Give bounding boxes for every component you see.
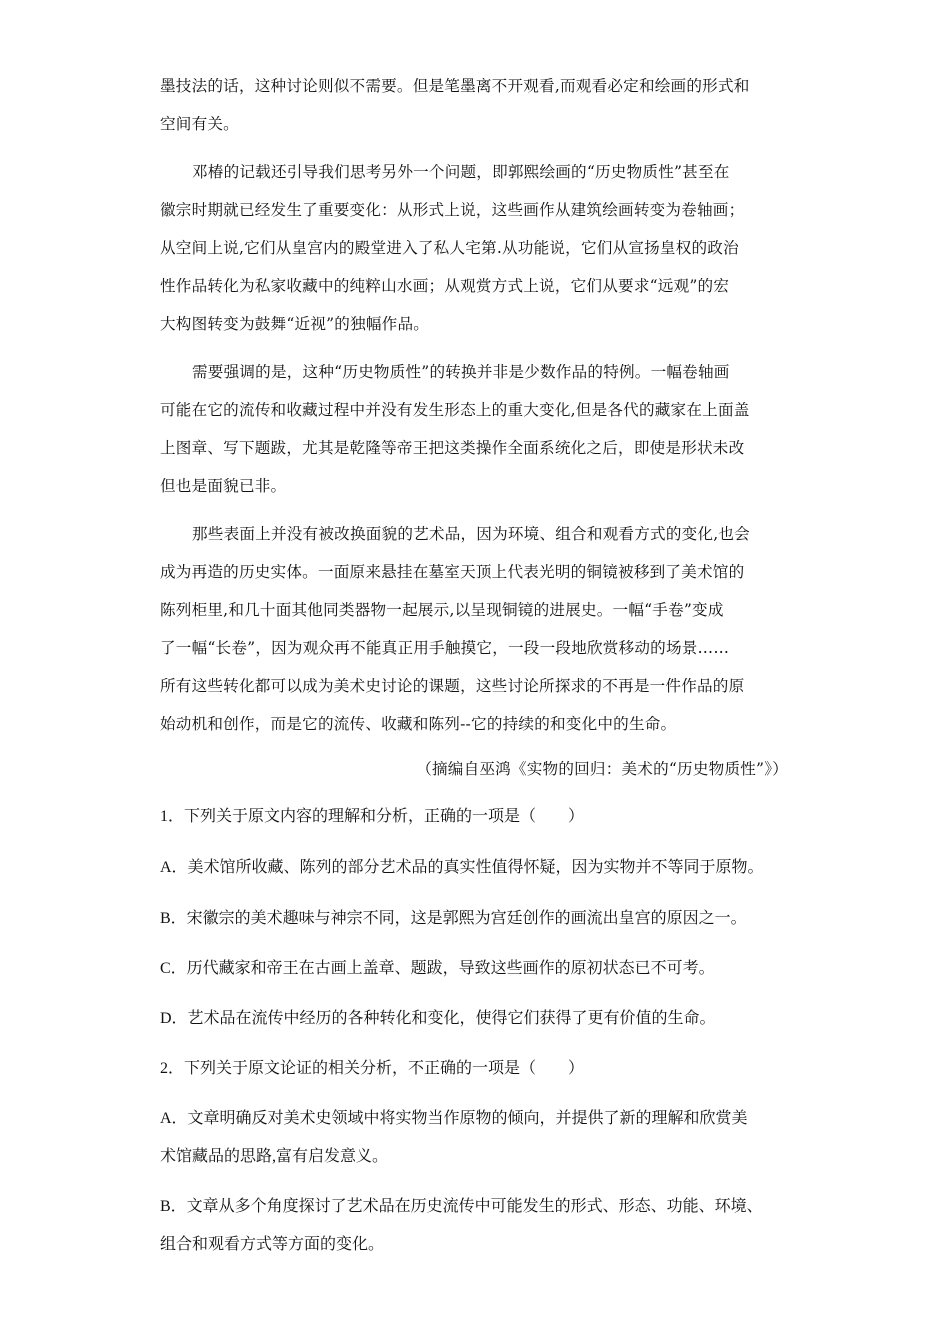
passage-source [160,750,788,788]
text-line: 陈列柜里,和几十面其他同类器物一起展示,以呈现铜镜的进展史。一幅“手卷”变成 [160,601,724,619]
source-citation: （摘编自巫鸿《实物的回归：美术的“历史物质性”》） [416,760,788,778]
question-1-stem: 1．下列关于原文内容的理解和分析，正确的一项是（ ） [160,808,585,825]
text-line: 那些表面上并没有被改换面貌的艺术品，因为环境、组合和观看方式的变化,也会 [192,525,750,543]
passage-paragraph-continuation [160,67,788,143]
question-2-option-b[interactable] [160,1188,788,1264]
text-line: 徽宗时期就已经发生了重要变化：从形式上说，这些画作从建筑绘画转变为卷轴画； [160,201,745,219]
option-text: 组合和观看方式等方面的变化。 [160,1236,385,1253]
question-2-stem: 2．下列关于原文论证的相关分析，不正确的一项是（ ） [160,1060,585,1077]
text-line: 上图章、写下题跋，尤其是乾隆等帝王把这类操作全面系统化之后，即使是形状未改 [160,439,745,457]
text-line: 始动机和创作，而是它的流传、收藏和陈列--它的持续的和变化中的生命。 [160,715,677,733]
passage-paragraph-2 [160,353,788,505]
question-1-option-a[interactable] [160,849,788,887]
option-text: A．文章明确反对美术史领域中将实物当作原物的倾向，并提供了新的理解和欣赏美 [160,1110,748,1127]
question-2-option-a[interactable] [160,1100,788,1176]
option-text: C．历代藏家和帝王在古画上盖章、题跋，导致这些画作的原初状态已不可考。 [160,960,715,977]
passage-paragraph-1 [160,153,788,343]
option-text: D．艺术品在流传中经历的各种转化和变化，使得它们获得了更有价值的生命。 [160,1010,716,1027]
text-line: 成为再造的历史实体。一面原来悬挂在墓室天顶上代表光明的铜镜被移到了美术馆的 [160,563,745,581]
text-line: 从空间上说,它们从皇宫内的殿堂进入了私人宅第.从功能说，它们从宣扬皇权的政治 [160,239,739,257]
text-line: 可能在它的流传和收藏过程中并没有发生形态上的重大变化,但是各代的藏家在上面盖 [160,401,750,419]
text-line: 空间有关。 [160,115,239,133]
text-line: 需要强调的是，这种“历史物质性”的转换并非是少数作品的特例。一幅卷轴画 [192,363,730,381]
question-1-option-b[interactable] [160,900,788,938]
passage-paragraph-3 [160,515,788,743]
question-1-option-d[interactable] [160,1000,788,1038]
option-text: B．宋徽宗的美术趣味与神宗不同，这是郭熙为宫廷创作的画流出皇宫的原因之一。 [160,910,747,927]
text-line: 所有这些转化都可以成为美术史讨论的课题，这些讨论所探求的不再是一件作品的原 [160,677,745,695]
text-line: 性作品转化为私家收藏中的纯粹山水画；从观赏方式上说，它们从要求“远观”的宏 [160,277,730,295]
text-line: 但也是面貌已非。 [160,477,287,495]
text-line: 大构图转变为鼓舞“近视”的独幅作品。 [160,315,430,333]
option-text: A．美术馆所收藏、陈列的部分艺术品的真实性值得怀疑，因为实物并不等同于原物。 [160,859,764,876]
option-text: B．文章从多个角度探讨了艺术品在历史流传中可能发生的形式、形态、功能、环境、 [160,1198,763,1215]
option-text: 术馆藏品的思路,富有启发意义。 [160,1148,389,1165]
question-1-option-c[interactable] [160,950,788,988]
text-line: 墨技法的话，这种讨论则似不需要。但是笔墨离不开观看,而观看必定和绘画的形式和 [160,77,750,95]
text-line: 了一幅“长卷”，因为观众再不能真正用手触摸它，一段一段地欣赏移动的场景…… [160,639,730,657]
text-line: 邓椿的记载还引导我们思考另外一个问题，即郭熙绘画的“历史物质性”甚至在 [192,163,730,181]
